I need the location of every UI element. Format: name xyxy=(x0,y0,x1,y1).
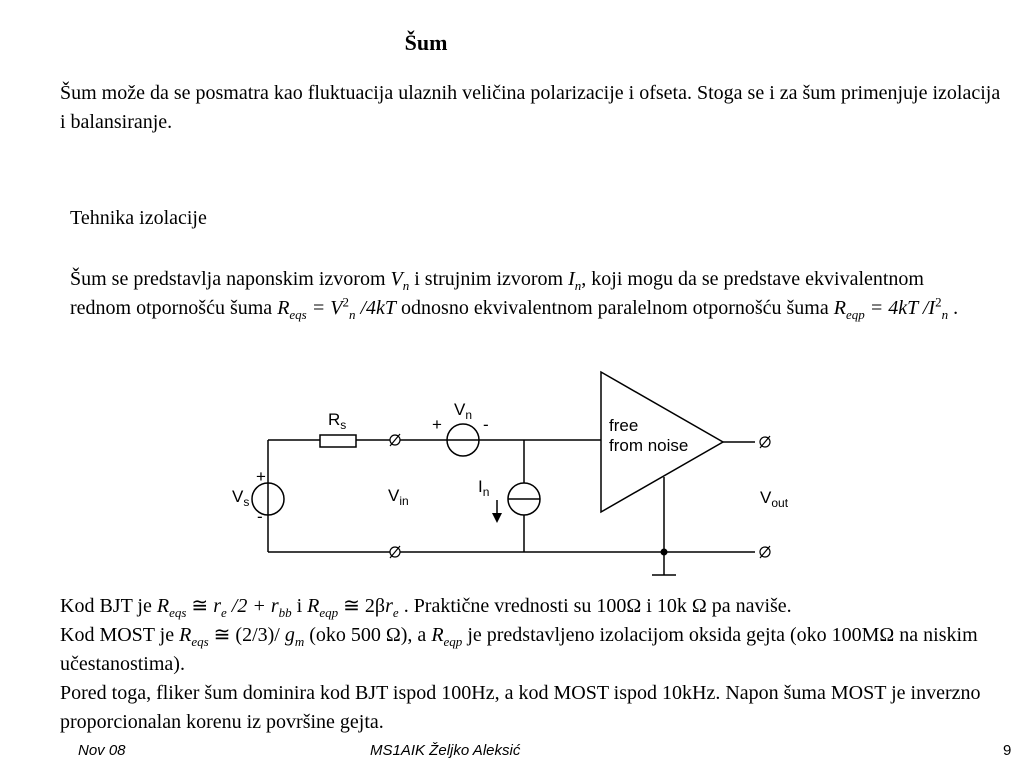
vn-plus: + xyxy=(432,415,442,434)
section-heading: Tehnika izolacije xyxy=(70,207,207,229)
amp-label-line2: from noise xyxy=(609,436,689,455)
vout-label: $V_{out}$ xyxy=(760,488,789,510)
intro-paragraph: Šum može da se posmatra kao fluktuacija ulaznih veličina polarizacije i ofseta. Stoga se i za šum primenjuje izolacija i balansiranje. xyxy=(60,82,1001,133)
page-title: Šum xyxy=(404,30,448,55)
in-label: $I_n$ xyxy=(478,477,490,499)
bottom-paragraph: Kod BJT je $R_{eqs}$ ≅ $r_e$ $/2 + r_{bb}$ i $R_{eqp}$ ≅ $2\beta r_e$ . Praktične vrednosti su 100Ω i 10k Ω pa naviše. Kod MOST je $R_{eqs}$ ≅ (2/3)/ $g_m$ (oko 500 Ω), a $R_{eqp}$ je predstavljeno izolacijom oksida gejta (oko 100MΩ na niskim učestanostima). Pored toga, fliker šum dominira kod BJT ispod 100Hz, a kod MOST ispod 10kHz. Napon šuma MOST je inverzno proporcionalan korenu iz površine gejta. xyxy=(60,595,981,733)
vs-label: $V_s$ xyxy=(232,487,250,509)
vn-minus: - xyxy=(483,415,489,434)
terminal-in-top-icon xyxy=(390,434,400,446)
vn-label: $V_n$ xyxy=(454,400,473,422)
ground-junction-dot xyxy=(661,549,668,556)
terminal-in-bottom-icon xyxy=(390,546,400,558)
footer-author: MS1AIK Željko Aleksić xyxy=(370,742,521,759)
page-number: 9 xyxy=(1003,742,1012,759)
rs-resistor xyxy=(320,435,356,447)
vin-label: $V_{in}$ xyxy=(388,486,409,508)
vs-plus: + xyxy=(256,467,266,486)
terminal-out-top-icon xyxy=(760,436,770,448)
vs-minus: - xyxy=(257,507,263,526)
current-arrow-icon xyxy=(492,500,502,523)
section-paragraph: Šum se predstavlja naponskim izvorom $V_n$ i strujnim izvorom $I_n$, koji mogu da se predstave ekvivalentnom rednom otpornošću šuma $R_{eqs} = V^2_n$ /4kT odnosno ekvivalentnom paralelnom otpornošću šuma $R_{eqp} = 4kT$ $/I^2_n$ . xyxy=(70,268,959,322)
amp-label-line1: free xyxy=(609,416,639,435)
footer-date: Nov 08 xyxy=(78,742,126,759)
noise-circuit-diagram xyxy=(220,365,820,585)
rs-label: $R_s$ xyxy=(328,410,347,432)
terminal-out-bottom-icon xyxy=(760,546,770,558)
